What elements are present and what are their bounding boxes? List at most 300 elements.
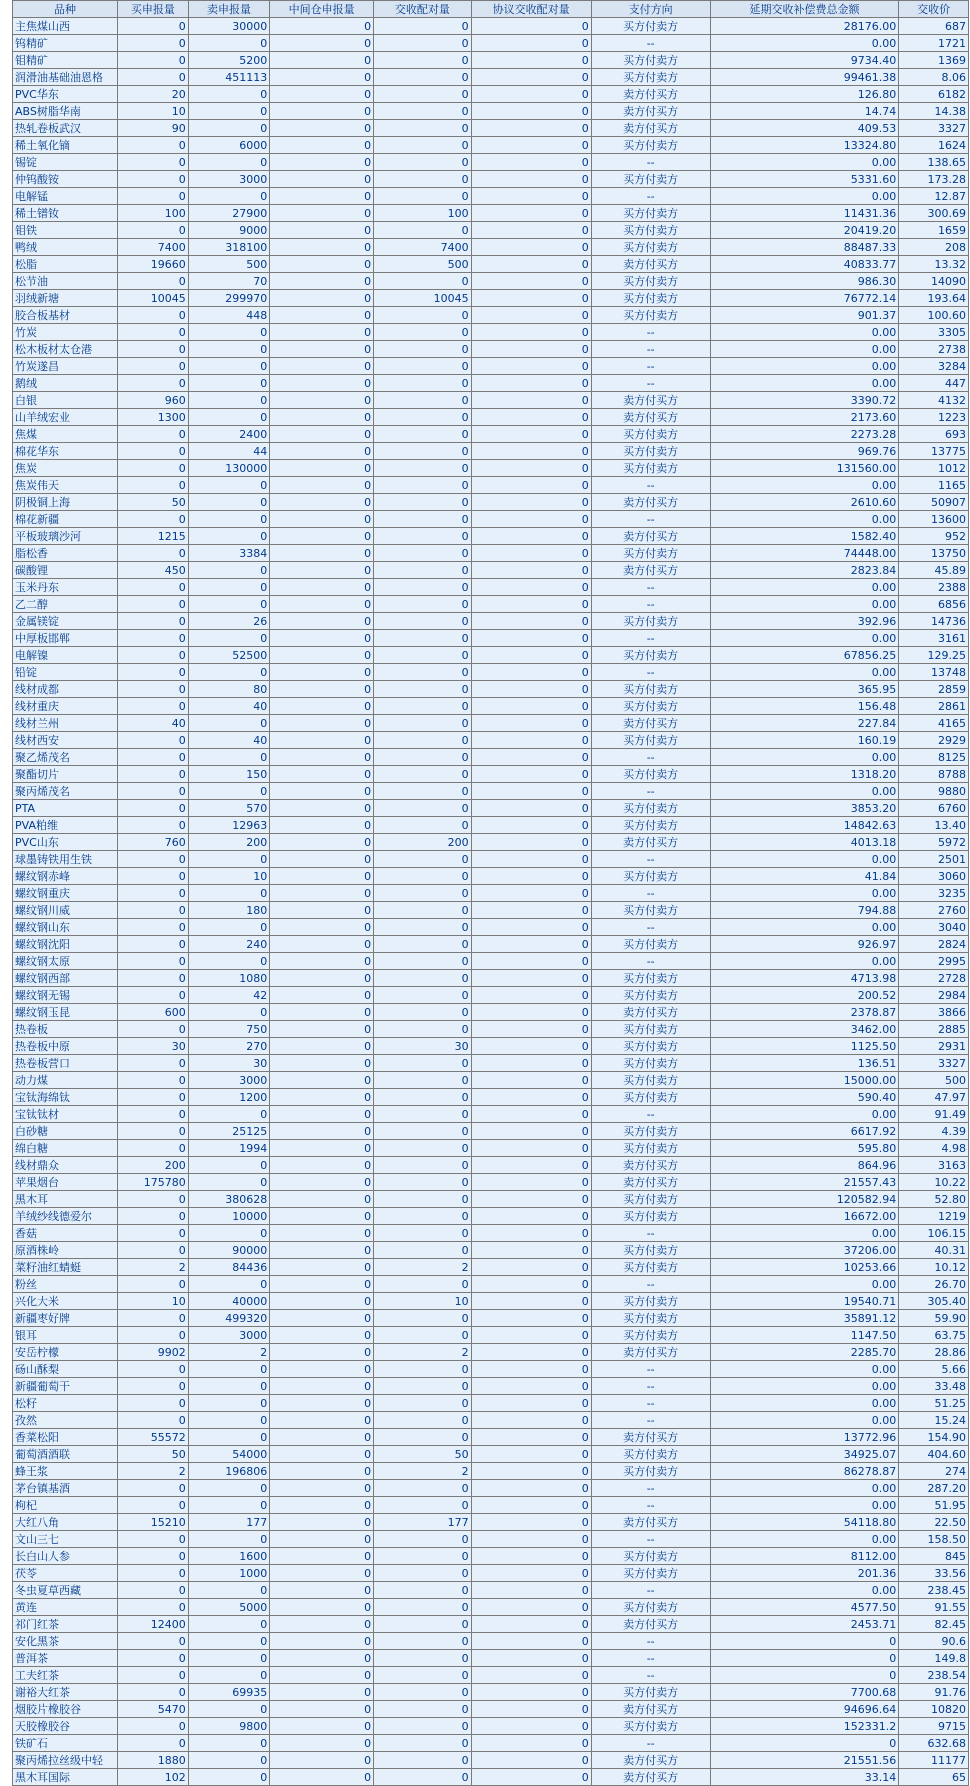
delivery-matched-cell: 500 bbox=[374, 256, 472, 273]
delivery-price-cell: 5.66 bbox=[899, 1361, 969, 1378]
agreement-matched-cell: 0 bbox=[471, 1055, 591, 1072]
delivery-price-cell: 4.39 bbox=[899, 1123, 969, 1140]
payment-direction-cell: 卖方付买方 bbox=[591, 1157, 710, 1174]
buy-declared-cell: 0 bbox=[118, 1225, 189, 1242]
buy-declared-cell: 0 bbox=[118, 630, 189, 647]
delivery-matched-cell: 0 bbox=[374, 1072, 472, 1089]
delivery-price-cell: 13775 bbox=[899, 443, 969, 460]
buy-declared-cell: 0 bbox=[118, 1327, 189, 1344]
payment-direction-cell: -- bbox=[591, 1225, 710, 1242]
delivery-price-cell: 8.06 bbox=[899, 69, 969, 86]
variety-cell: 兴化大米 bbox=[13, 1293, 118, 1310]
intermediate-declared-cell: 0 bbox=[270, 35, 374, 52]
delivery-matched-cell: 0 bbox=[374, 681, 472, 698]
buy-declared-cell: 600 bbox=[118, 1004, 189, 1021]
delivery-matched-cell: 0 bbox=[374, 647, 472, 664]
payment-direction-cell: -- bbox=[591, 749, 710, 766]
intermediate-declared-cell: 0 bbox=[270, 1514, 374, 1531]
sell-declared-cell: 0 bbox=[188, 409, 269, 426]
deferred-compensation-cell: 41.84 bbox=[710, 868, 899, 885]
agreement-matched-cell: 0 bbox=[471, 749, 591, 766]
buy-declared-cell: 0 bbox=[118, 1565, 189, 1582]
delivery-price-cell: 693 bbox=[899, 426, 969, 443]
payment-direction-cell: 买方付卖方 bbox=[591, 647, 710, 664]
delivery-price-cell: 1219 bbox=[899, 1208, 969, 1225]
delivery-price-cell: 208 bbox=[899, 239, 969, 256]
variety-cell: 钼精矿 bbox=[13, 52, 118, 69]
deferred-compensation-cell: 0.00 bbox=[710, 1582, 899, 1599]
agreement-matched-cell: 0 bbox=[471, 1684, 591, 1701]
table-row bbox=[13, 630, 969, 647]
intermediate-declared-cell: 0 bbox=[270, 817, 374, 834]
buy-declared-cell: 40 bbox=[118, 715, 189, 732]
delivery-price-cell: 10.22 bbox=[899, 1174, 969, 1191]
table-row bbox=[13, 885, 969, 902]
agreement-matched-cell: 0 bbox=[471, 188, 591, 205]
payment-direction-cell: -- bbox=[591, 1650, 710, 1667]
payment-direction-cell: 买方付卖方 bbox=[591, 1327, 710, 1344]
intermediate-declared-cell: 0 bbox=[270, 545, 374, 562]
sell-declared-cell: 10 bbox=[188, 868, 269, 885]
payment-direction-cell: 买方付卖方 bbox=[591, 18, 710, 35]
agreement-matched-cell: 0 bbox=[471, 205, 591, 222]
agreement-matched-cell: 0 bbox=[471, 1531, 591, 1548]
delivery-matched-cell: 10045 bbox=[374, 290, 472, 307]
sell-declared-cell: 0 bbox=[188, 1735, 269, 1752]
table-row bbox=[13, 987, 969, 1004]
delivery-price-cell: 138.65 bbox=[899, 154, 969, 171]
table-row bbox=[13, 256, 969, 273]
buy-declared-cell: 960 bbox=[118, 392, 189, 409]
deferred-compensation-cell: 794.88 bbox=[710, 902, 899, 919]
table-header bbox=[13, 1, 969, 18]
delivery-price-cell: 952 bbox=[899, 528, 969, 545]
table-row bbox=[13, 1378, 969, 1395]
payment-direction-cell: 卖方付买方 bbox=[591, 1616, 710, 1633]
agreement-matched-cell: 0 bbox=[471, 1276, 591, 1293]
intermediate-declared-cell: 0 bbox=[270, 1463, 374, 1480]
sell-declared-cell: 40000 bbox=[188, 1293, 269, 1310]
delivery-price-cell: 106.15 bbox=[899, 1225, 969, 1242]
sell-declared-cell: 448 bbox=[188, 307, 269, 324]
buy-declared-cell: 90 bbox=[118, 120, 189, 137]
agreement-matched-cell: 0 bbox=[471, 1242, 591, 1259]
delivery-price-cell: 91.55 bbox=[899, 1599, 969, 1616]
variety-cell: 绵白糖 bbox=[13, 1140, 118, 1157]
delivery-matched-cell: 0 bbox=[374, 1565, 472, 1582]
payment-direction-cell: -- bbox=[591, 1497, 710, 1514]
delivery-price-cell: 3866 bbox=[899, 1004, 969, 1021]
variety-cell: 铁矿石 bbox=[13, 1735, 118, 1752]
variety-cell: 螺纹钢太原 bbox=[13, 953, 118, 970]
table-row bbox=[13, 647, 969, 664]
delivery-price-cell: 3327 bbox=[899, 1055, 969, 1072]
variety-cell: 枸杞 bbox=[13, 1497, 118, 1514]
deferred-compensation-cell: 19540.71 bbox=[710, 1293, 899, 1310]
buy-declared-cell: 0 bbox=[118, 1684, 189, 1701]
delivery-matched-cell: 0 bbox=[374, 426, 472, 443]
delivery-price-cell: 13750 bbox=[899, 545, 969, 562]
table-row bbox=[13, 902, 969, 919]
buy-declared-cell: 50 bbox=[118, 494, 189, 511]
table-row bbox=[13, 715, 969, 732]
sell-declared-cell: 130000 bbox=[188, 460, 269, 477]
delivery-matched-cell: 0 bbox=[374, 324, 472, 341]
intermediate-declared-cell: 0 bbox=[270, 562, 374, 579]
deferred-compensation-cell: 1125.50 bbox=[710, 1038, 899, 1055]
buy-declared-cell: 7400 bbox=[118, 239, 189, 256]
sell-declared-cell: 0 bbox=[188, 1752, 269, 1769]
buy-declared-cell: 2 bbox=[118, 1259, 189, 1276]
buy-declared-cell: 0 bbox=[118, 375, 189, 392]
delivery-matched-cell: 0 bbox=[374, 171, 472, 188]
buy-declared-cell: 0 bbox=[118, 1310, 189, 1327]
variety-cell: 新疆枣好牌 bbox=[13, 1310, 118, 1327]
agreement-matched-cell: 0 bbox=[471, 1293, 591, 1310]
delivery-price-cell: 3284 bbox=[899, 358, 969, 375]
variety-cell: 安化黑茶 bbox=[13, 1633, 118, 1650]
agreement-matched-cell: 0 bbox=[471, 1140, 591, 1157]
sell-declared-cell: 1994 bbox=[188, 1140, 269, 1157]
intermediate-declared-cell: 0 bbox=[270, 426, 374, 443]
sell-declared-cell: 26 bbox=[188, 613, 269, 630]
delivery-price-cell: 6856 bbox=[899, 596, 969, 613]
intermediate-declared-cell: 0 bbox=[270, 1327, 374, 1344]
deferred-compensation-cell: 94696.64 bbox=[710, 1701, 899, 1718]
delivery-matched-cell: 0 bbox=[374, 1310, 472, 1327]
payment-direction-cell: -- bbox=[591, 188, 710, 205]
delivery-matched-cell: 0 bbox=[374, 1174, 472, 1191]
payment-direction-cell: 卖方付买方 bbox=[591, 1344, 710, 1361]
delivery-price-cell: 59.90 bbox=[899, 1310, 969, 1327]
buy-declared-cell: 0 bbox=[118, 443, 189, 460]
table-row bbox=[13, 936, 969, 953]
delivery-price-cell: 2824 bbox=[899, 936, 969, 953]
agreement-matched-cell: 0 bbox=[471, 953, 591, 970]
delivery-price-cell: 13.32 bbox=[899, 256, 969, 273]
delivery-matched-cell: 0 bbox=[374, 375, 472, 392]
payment-direction-cell: -- bbox=[591, 1106, 710, 1123]
deferred-compensation-cell: 4013.18 bbox=[710, 834, 899, 851]
payment-direction-cell: -- bbox=[591, 1276, 710, 1293]
intermediate-declared-cell: 0 bbox=[270, 1769, 374, 1786]
sell-declared-cell: 12963 bbox=[188, 817, 269, 834]
table-row bbox=[13, 698, 969, 715]
deferred-compensation-cell: 0.00 bbox=[710, 953, 899, 970]
table-row bbox=[13, 426, 969, 443]
variety-cell: 主焦煤山西 bbox=[13, 18, 118, 35]
sell-declared-cell: 0 bbox=[188, 1174, 269, 1191]
agreement-matched-cell: 0 bbox=[471, 426, 591, 443]
payment-direction-cell: 买方付卖方 bbox=[591, 1599, 710, 1616]
col-agreement-matched-header: 协议交收配对量 bbox=[471, 1, 591, 18]
agreement-matched-cell: 0 bbox=[471, 52, 591, 69]
sell-declared-cell: 2400 bbox=[188, 426, 269, 443]
buy-declared-cell: 0 bbox=[118, 324, 189, 341]
table-row bbox=[13, 511, 969, 528]
delivery-matched-cell: 0 bbox=[374, 1140, 472, 1157]
buy-declared-cell: 760 bbox=[118, 834, 189, 851]
variety-cell: 羊绒纱线德爱尔 bbox=[13, 1208, 118, 1225]
sell-declared-cell: 196806 bbox=[188, 1463, 269, 1480]
buy-declared-cell: 0 bbox=[118, 477, 189, 494]
agreement-matched-cell: 0 bbox=[471, 630, 591, 647]
intermediate-declared-cell: 0 bbox=[270, 647, 374, 664]
buy-declared-cell: 0 bbox=[118, 426, 189, 443]
intermediate-declared-cell: 0 bbox=[270, 851, 374, 868]
delivery-price-cell: 8788 bbox=[899, 766, 969, 783]
table-row bbox=[13, 562, 969, 579]
delivery-matched-cell: 0 bbox=[374, 1497, 472, 1514]
variety-cell: 金属镁锭 bbox=[13, 613, 118, 630]
variety-cell: 烟胶片橡胶谷 bbox=[13, 1701, 118, 1718]
deferred-compensation-cell: 40833.77 bbox=[710, 256, 899, 273]
intermediate-declared-cell: 0 bbox=[270, 1735, 374, 1752]
agreement-matched-cell: 0 bbox=[471, 103, 591, 120]
variety-cell: 中厚板邯郸 bbox=[13, 630, 118, 647]
deferred-compensation-cell: 16672.00 bbox=[710, 1208, 899, 1225]
buy-declared-cell: 0 bbox=[118, 188, 189, 205]
payment-direction-cell: -- bbox=[591, 885, 710, 902]
deferred-compensation-cell: 864.96 bbox=[710, 1157, 899, 1174]
intermediate-declared-cell: 0 bbox=[270, 1038, 374, 1055]
agreement-matched-cell: 0 bbox=[471, 358, 591, 375]
intermediate-declared-cell: 0 bbox=[270, 783, 374, 800]
deferred-compensation-cell: 120582.94 bbox=[710, 1191, 899, 1208]
sell-declared-cell: 0 bbox=[188, 783, 269, 800]
payment-direction-cell: -- bbox=[591, 1582, 710, 1599]
col-delivery-price-header: 交收价 bbox=[899, 1, 969, 18]
table-row bbox=[13, 664, 969, 681]
intermediate-declared-cell: 0 bbox=[270, 630, 374, 647]
delivery-matched-cell: 0 bbox=[374, 1667, 472, 1684]
table-row bbox=[13, 1276, 969, 1293]
buy-declared-cell: 0 bbox=[118, 868, 189, 885]
variety-cell: 螺纹钢重庆 bbox=[13, 885, 118, 902]
table-row bbox=[13, 1242, 969, 1259]
variety-cell: 香菜松阳 bbox=[13, 1429, 118, 1446]
deferred-compensation-cell: 926.97 bbox=[710, 936, 899, 953]
delivery-price-cell: 11177 bbox=[899, 1752, 969, 1769]
variety-cell: 茯苓 bbox=[13, 1565, 118, 1582]
payment-direction-cell: 买方付卖方 bbox=[591, 868, 710, 885]
table-row bbox=[13, 1463, 969, 1480]
sell-declared-cell: 30 bbox=[188, 1055, 269, 1072]
intermediate-declared-cell: 0 bbox=[270, 137, 374, 154]
agreement-matched-cell: 0 bbox=[471, 1752, 591, 1769]
delivery-price-cell: 500 bbox=[899, 1072, 969, 1089]
intermediate-declared-cell: 0 bbox=[270, 120, 374, 137]
agreement-matched-cell: 0 bbox=[471, 664, 591, 681]
delivery-matched-cell: 0 bbox=[374, 1735, 472, 1752]
sell-declared-cell: 25125 bbox=[188, 1123, 269, 1140]
payment-direction-cell: -- bbox=[591, 1480, 710, 1497]
payment-direction-cell: 卖方付买方 bbox=[591, 256, 710, 273]
agreement-matched-cell: 0 bbox=[471, 732, 591, 749]
agreement-matched-cell: 0 bbox=[471, 1021, 591, 1038]
agreement-matched-cell: 0 bbox=[471, 1038, 591, 1055]
sell-declared-cell: 9800 bbox=[188, 1718, 269, 1735]
agreement-matched-cell: 0 bbox=[471, 494, 591, 511]
intermediate-declared-cell: 0 bbox=[270, 1055, 374, 1072]
delivery-matched-cell: 0 bbox=[374, 341, 472, 358]
variety-cell: 黑木耳 bbox=[13, 1191, 118, 1208]
variety-cell: 茅台镇基酒 bbox=[13, 1480, 118, 1497]
table-row bbox=[13, 868, 969, 885]
buy-declared-cell: 0 bbox=[118, 307, 189, 324]
intermediate-declared-cell: 0 bbox=[270, 375, 374, 392]
delivery-matched-cell: 0 bbox=[374, 1089, 472, 1106]
delivery-price-cell: 447 bbox=[899, 375, 969, 392]
sell-declared-cell: 70 bbox=[188, 273, 269, 290]
delivery-price-cell: 26.70 bbox=[899, 1276, 969, 1293]
agreement-matched-cell: 0 bbox=[471, 1701, 591, 1718]
sell-declared-cell: 0 bbox=[188, 528, 269, 545]
sell-declared-cell: 0 bbox=[188, 1480, 269, 1497]
buy-declared-cell: 0 bbox=[118, 664, 189, 681]
delivery-matched-cell: 0 bbox=[374, 1480, 472, 1497]
agreement-matched-cell: 0 bbox=[471, 1378, 591, 1395]
deferred-compensation-cell: 590.40 bbox=[710, 1089, 899, 1106]
intermediate-declared-cell: 0 bbox=[270, 188, 374, 205]
table-row bbox=[13, 1072, 969, 1089]
deferred-compensation-cell: 13324.80 bbox=[710, 137, 899, 154]
delivery-matched-cell: 0 bbox=[374, 1531, 472, 1548]
delivery-matched-cell: 0 bbox=[374, 1582, 472, 1599]
payment-direction-cell: 买方付卖方 bbox=[591, 69, 710, 86]
deferred-compensation-cell: 160.19 bbox=[710, 732, 899, 749]
buy-declared-cell: 0 bbox=[118, 613, 189, 630]
delivery-matched-cell: 0 bbox=[374, 1633, 472, 1650]
agreement-matched-cell: 0 bbox=[471, 528, 591, 545]
delivery-matched-cell: 0 bbox=[374, 902, 472, 919]
delivery-price-cell: 12.87 bbox=[899, 188, 969, 205]
table-row bbox=[13, 1361, 969, 1378]
sell-declared-cell: 42 bbox=[188, 987, 269, 1004]
agreement-matched-cell: 0 bbox=[471, 86, 591, 103]
table-row bbox=[13, 1667, 969, 1684]
sell-declared-cell: 0 bbox=[188, 1004, 269, 1021]
deferred-compensation-cell: 0.00 bbox=[710, 1106, 899, 1123]
delivery-matched-cell: 0 bbox=[374, 392, 472, 409]
payment-direction-cell: 卖方付买方 bbox=[591, 392, 710, 409]
agreement-matched-cell: 0 bbox=[471, 1174, 591, 1191]
variety-cell: 乙二醇 bbox=[13, 596, 118, 613]
sell-declared-cell: 44 bbox=[188, 443, 269, 460]
intermediate-declared-cell: 0 bbox=[270, 52, 374, 69]
buy-declared-cell: 0 bbox=[118, 1718, 189, 1735]
intermediate-declared-cell: 0 bbox=[270, 1004, 374, 1021]
payment-direction-cell: 买方付卖方 bbox=[591, 1072, 710, 1089]
variety-cell: 苹果烟台 bbox=[13, 1174, 118, 1191]
delivery-price-cell: 238.54 bbox=[899, 1667, 969, 1684]
table-row bbox=[13, 528, 969, 545]
delivery-price-cell: 287.20 bbox=[899, 1480, 969, 1497]
payment-direction-cell: 卖方付买方 bbox=[591, 528, 710, 545]
variety-cell: 鸭绒 bbox=[13, 239, 118, 256]
delivery-matched-cell: 30 bbox=[374, 1038, 472, 1055]
table-row bbox=[13, 1446, 969, 1463]
deferred-compensation-cell: 0.00 bbox=[710, 188, 899, 205]
delivery-matched-cell: 0 bbox=[374, 1599, 472, 1616]
delivery-matched-cell: 0 bbox=[374, 562, 472, 579]
variety-cell: 大红八角 bbox=[13, 1514, 118, 1531]
deferred-compensation-cell: 88487.33 bbox=[710, 239, 899, 256]
intermediate-declared-cell: 0 bbox=[270, 1259, 374, 1276]
buy-declared-cell: 0 bbox=[118, 1140, 189, 1157]
buy-declared-cell: 0 bbox=[118, 1072, 189, 1089]
buy-declared-cell: 0 bbox=[118, 885, 189, 902]
buy-declared-cell: 0 bbox=[118, 222, 189, 239]
delivery-price-cell: 47.97 bbox=[899, 1089, 969, 1106]
delivery-matched-cell: 0 bbox=[374, 715, 472, 732]
sell-declared-cell: 0 bbox=[188, 1582, 269, 1599]
variety-cell: 香菇 bbox=[13, 1225, 118, 1242]
deferred-compensation-cell: 0 bbox=[710, 1650, 899, 1667]
deferred-compensation-cell: 21551.56 bbox=[710, 1752, 899, 1769]
buy-declared-cell: 1300 bbox=[118, 409, 189, 426]
intermediate-declared-cell: 0 bbox=[270, 341, 374, 358]
delivery-matched-cell: 0 bbox=[374, 1327, 472, 1344]
intermediate-declared-cell: 0 bbox=[270, 1650, 374, 1667]
delivery-price-cell: 15.24 bbox=[899, 1412, 969, 1429]
buy-declared-cell: 0 bbox=[118, 987, 189, 1004]
delivery-matched-cell: 0 bbox=[374, 1429, 472, 1446]
agreement-matched-cell: 0 bbox=[471, 324, 591, 341]
agreement-matched-cell: 0 bbox=[471, 1395, 591, 1412]
table-row bbox=[13, 783, 969, 800]
buy-declared-cell: 0 bbox=[118, 1242, 189, 1259]
payment-direction-cell: 买方付卖方 bbox=[591, 1123, 710, 1140]
deferred-compensation-cell: 126.80 bbox=[710, 86, 899, 103]
intermediate-declared-cell: 0 bbox=[270, 868, 374, 885]
buy-declared-cell: 12400 bbox=[118, 1616, 189, 1633]
agreement-matched-cell: 0 bbox=[471, 681, 591, 698]
agreement-matched-cell: 0 bbox=[471, 35, 591, 52]
payment-direction-cell: -- bbox=[591, 324, 710, 341]
table-row bbox=[13, 1718, 969, 1735]
buy-declared-cell: 0 bbox=[118, 1276, 189, 1293]
variety-cell: 松脂 bbox=[13, 256, 118, 273]
header-row bbox=[13, 1, 969, 18]
delivery-price-cell: 51.25 bbox=[899, 1395, 969, 1412]
col-variety-header: 品种 bbox=[13, 1, 118, 18]
intermediate-declared-cell: 0 bbox=[270, 596, 374, 613]
agreement-matched-cell: 0 bbox=[471, 273, 591, 290]
buy-declared-cell: 0 bbox=[118, 154, 189, 171]
payment-direction-cell: 买方付卖方 bbox=[591, 1038, 710, 1055]
delivery-matched-cell: 0 bbox=[374, 18, 472, 35]
delivery-price-cell: 50907 bbox=[899, 494, 969, 511]
delivery-price-cell: 3235 bbox=[899, 885, 969, 902]
sell-declared-cell: 0 bbox=[188, 477, 269, 494]
table-row bbox=[13, 341, 969, 358]
delivery-matched-cell: 0 bbox=[374, 460, 472, 477]
delivery-matched-cell: 0 bbox=[374, 1106, 472, 1123]
delivery-matched-cell: 0 bbox=[374, 103, 472, 120]
payment-direction-cell: 买方付卖方 bbox=[591, 1259, 710, 1276]
sell-declared-cell: 0 bbox=[188, 35, 269, 52]
agreement-matched-cell: 0 bbox=[471, 987, 591, 1004]
buy-declared-cell: 0 bbox=[118, 69, 189, 86]
variety-cell: 谢裕大红茶 bbox=[13, 1684, 118, 1701]
sell-declared-cell: 0 bbox=[188, 1395, 269, 1412]
buy-declared-cell: 10 bbox=[118, 103, 189, 120]
intermediate-declared-cell: 0 bbox=[270, 1395, 374, 1412]
deferred-compensation-cell: 2378.87 bbox=[710, 1004, 899, 1021]
intermediate-declared-cell: 0 bbox=[270, 749, 374, 766]
table-row bbox=[13, 154, 969, 171]
